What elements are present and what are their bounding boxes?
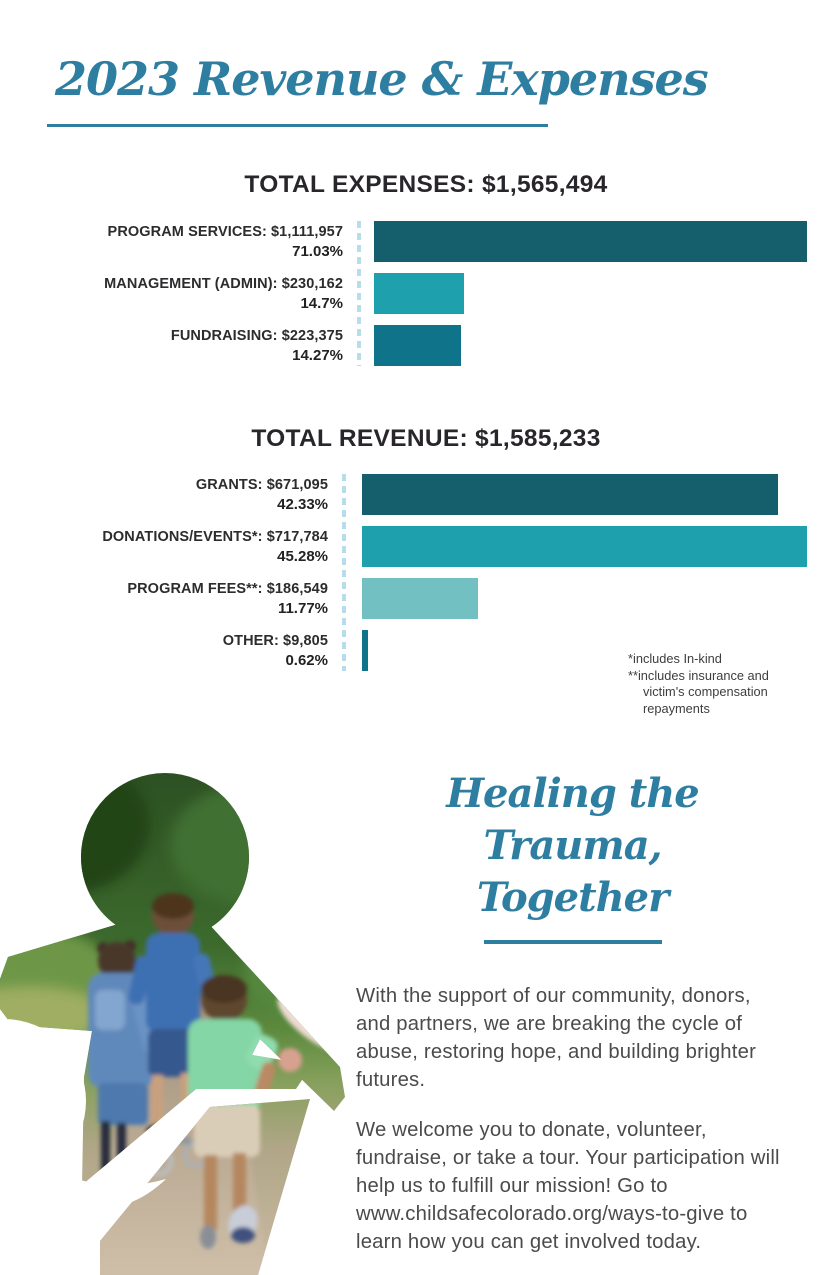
- story-column: [356, 768, 789, 1275]
- bar-label-block: [30, 328, 343, 364]
- footnote-line: victim's compensation: [643, 684, 768, 699]
- story-heading: [356, 768, 789, 924]
- revenue-chart-rows: [30, 474, 822, 671]
- bar: [362, 526, 807, 567]
- chart-footnote: [628, 651, 806, 717]
- title-underline: [47, 124, 548, 127]
- expenses-axis-divider-dashed-line: [357, 221, 361, 366]
- revenue-chart: [30, 424, 822, 671]
- chart-row: [30, 578, 822, 619]
- bar-percent: 0.62%: [285, 651, 328, 669]
- revenue-chart-title: TOTAL REVENUE: $1,585,233: [251, 425, 601, 452]
- bar-label: GRANTS: $671,095: [195, 476, 328, 493]
- footnote-line: *includes In-kind: [628, 651, 722, 666]
- story-paragraph-2: We welcome you to donate, volunteer, fundraise, or take a tour. Your participation will help us to fulfill our mission! Go to www.childsafecolorado.org/ways-to-give to learn how you can get involved today.: [356, 1118, 780, 1253]
- bar-label-block: [30, 529, 328, 565]
- bar-percent: 14.27%: [292, 346, 343, 364]
- footnote-line: **includes insurance and: [628, 667, 769, 683]
- story-heading-underline: [484, 940, 662, 944]
- page-title: 2023 Revenue & Expenses: [55, 52, 708, 106]
- bar-label: MANAGEMENT (ADMIN): $230,162: [104, 275, 343, 292]
- bar: [362, 578, 478, 619]
- story-heading-line1: Healing the Trauma,: [446, 770, 699, 869]
- bar-label-block: [30, 276, 343, 312]
- bar-label-block: [30, 581, 328, 617]
- bar-percent: 11.77%: [277, 599, 328, 617]
- bar-percent: 71.03%: [292, 242, 343, 260]
- expenses-chart-title: TOTAL EXPENSES: $1,565,494: [244, 171, 608, 198]
- bar-track: [374, 325, 822, 366]
- bar-track: [374, 273, 822, 314]
- story-paragraph-1: With the support of our community, donors, and partners, we are breaking the cycle of abuse, restoring hope, and building brighter futures.: [356, 984, 757, 1091]
- bar-percent: 42.33%: [277, 495, 328, 513]
- bar-track: [362, 526, 822, 567]
- chart-row: [30, 526, 822, 567]
- chart-row: [30, 325, 822, 366]
- bar: [362, 474, 778, 515]
- expenses-chart-rows: [30, 221, 822, 366]
- bar: [362, 630, 368, 671]
- chart-row: [30, 221, 822, 262]
- story-heading-line2: Together: [476, 874, 669, 921]
- bar: [374, 221, 807, 262]
- chart-row: [30, 273, 822, 314]
- bar: [374, 273, 464, 314]
- chart-row: [30, 474, 822, 515]
- bar-label: PROGRAM SERVICES: $1,111,957: [107, 223, 343, 240]
- bar-track: [374, 221, 822, 262]
- bar-percent: 45.28%: [277, 547, 328, 565]
- bar-label-block: [30, 224, 343, 260]
- footnote-line: repayments: [643, 700, 710, 716]
- bar-percent: 14.7%: [300, 294, 343, 312]
- bar-track: [362, 474, 822, 515]
- children-photo-logo-figure: [0, 765, 345, 1275]
- bar-track: [362, 578, 822, 619]
- bar: [374, 325, 461, 366]
- expenses-chart: [30, 170, 822, 366]
- revenue-axis-divider-dashed-line: [342, 474, 346, 671]
- bar-label: FUNDRAISING: $223,375: [170, 327, 343, 344]
- bar-label: OTHER: $9,805: [222, 632, 328, 649]
- bar-label-block: [30, 477, 328, 513]
- bar-label: PROGRAM FEES**: $186,549: [127, 580, 328, 597]
- bar-label: DONATIONS/EVENTS*: $717,784: [102, 528, 328, 545]
- bar-label-block: [30, 633, 328, 669]
